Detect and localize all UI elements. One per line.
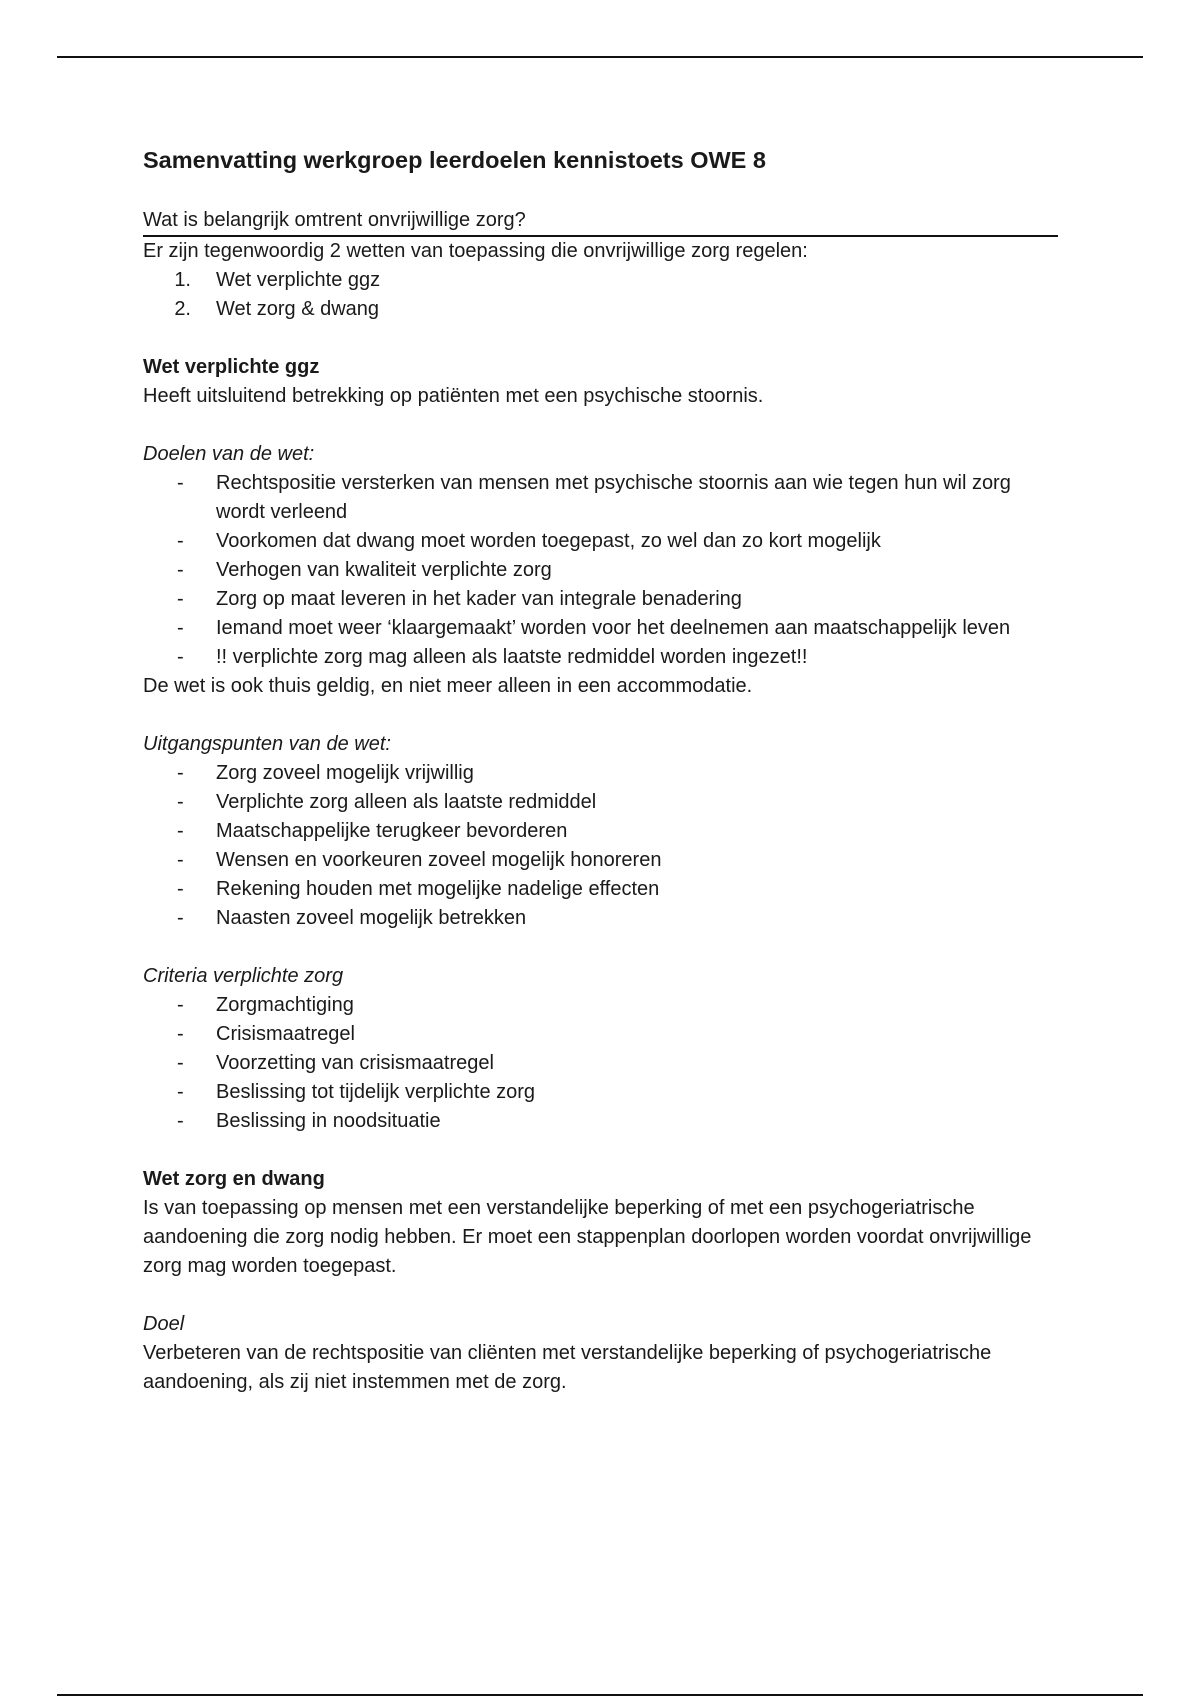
list-item-text: Zorg op maat leveren in het kader van integrale benadering [216, 588, 742, 610]
principles-heading: Uitgangspunten van de wet: [143, 733, 391, 755]
bullet: - [177, 849, 184, 871]
bullet: - [177, 791, 184, 813]
list-item-text: Crisismaatregel [216, 1023, 355, 1045]
list-item [143, 556, 1058, 585]
principles-list [143, 759, 1058, 933]
list-item [143, 295, 1058, 324]
list-item-text: Wensen en voorkeuren zoveel mogelijk honoreren [216, 849, 662, 871]
list-item-text: Beslissing in noodsituatie [216, 1110, 441, 1132]
list-item-text: Maatschappelijke terugkeer bevorderen [216, 820, 568, 842]
criteria-heading: Criteria verplichte zorg [143, 965, 344, 987]
list-item [143, 788, 1058, 817]
section-heading-wvggz: Wet verplichte ggz [143, 356, 320, 378]
intro-text: Er zijn tegenwoordig 2 wetten van toepassing die onvrijwillige zorg regelen: [143, 240, 808, 262]
bullet: - [177, 907, 184, 929]
list-item-text: Iemand moet weer ‘klaargemaakt’ worden voor het deelnemen aan maatschappelijk leven [216, 617, 1011, 639]
list-item [143, 266, 1058, 295]
list-item [143, 846, 1058, 875]
list-item [143, 1020, 1058, 1049]
bullet: - [177, 762, 184, 784]
list-item [143, 585, 1058, 614]
bullet: - [177, 820, 184, 842]
bullet: - [177, 588, 184, 610]
goal-heading: Doel [143, 1313, 185, 1335]
list-item-text: Verhogen van kwaliteit verplichte zorg [216, 559, 552, 581]
list-item [143, 643, 1058, 672]
bottom-rule [57, 1694, 1143, 1696]
bullet: - [177, 530, 184, 552]
bullet: - [177, 1110, 184, 1132]
document-title: Samenvatting werkgroep leerdoelen kennistoets OWE 8 [143, 147, 766, 173]
list-item-text: Voorzetting van crisismaatregel [216, 1052, 494, 1074]
list-item-text: !! verplichte zorg mag alleen als laatste redmiddel worden ingezet!! [216, 646, 808, 668]
list-item-text: Wet verplichte ggz [216, 269, 381, 291]
wzd-description: Is van toepassing op mensen met een verstandelijke beperking of met een psychogeriatrische aandoening die zorg nodig hebben. Er moet een stappenplan doorlopen worden voordat onvrijwillige zorg mag worden toegepast. [143, 1197, 1032, 1277]
list-number: 1. [174, 269, 191, 291]
list-item [143, 527, 1058, 556]
section-heading-wzd: Wet zorg en dwang [143, 1168, 325, 1190]
list-item-text: Beslissing tot tijdelijk verplichte zorg [216, 1081, 536, 1103]
home-note: De wet is ook thuis geldig, en niet meer alleen in een accommodatie. [143, 675, 753, 697]
list-number: 2. [174, 298, 191, 320]
bullet: - [177, 559, 184, 581]
list-item-text: Voorkomen dat dwang moet worden toegepast, zo wel dan zo kort mogelijk [216, 530, 881, 552]
list-item [143, 614, 1058, 643]
list-item [143, 1107, 1058, 1136]
list-item-text: Rekening houden met mogelijke nadelige effecten [216, 878, 660, 900]
bullet: - [177, 878, 184, 900]
list-item [143, 759, 1058, 788]
list-item [143, 875, 1058, 904]
goals-list [143, 469, 1058, 672]
bullet: - [177, 1052, 184, 1074]
bullet: - [177, 1023, 184, 1045]
list-item [143, 904, 1058, 933]
wzd-goal: Verbeteren van de rechtspositie van cliënten met verstandelijke beperking of psychogeriatrische aandoening, als zij niet instemmen met de zorg. [143, 1342, 992, 1393]
document-page [143, 143, 1058, 1397]
top-rule [57, 56, 1143, 58]
list-item-text: Rechtspositie versterken van mensen met psychische stoornis aan wie tegen hun wil zorg wordt verleend [216, 472, 1011, 523]
wvggz-description: Heeft uitsluitend betrekking op patiënten met een psychische stoornis. [143, 385, 764, 407]
bullet: - [177, 994, 184, 1016]
list-item-text: Zorgmachtiging [216, 994, 354, 1016]
list-item [143, 991, 1058, 1020]
list-item [143, 469, 1058, 527]
bullet: - [177, 1081, 184, 1103]
list-item [143, 1049, 1058, 1078]
list-item [143, 817, 1058, 846]
list-item [143, 1078, 1058, 1107]
bullet: - [177, 646, 184, 668]
criteria-list [143, 991, 1058, 1136]
list-item-text: Zorg zoveel mogelijk vrijwillig [216, 762, 474, 784]
bullet: - [177, 617, 184, 639]
goals-heading: Doelen van de wet: [143, 443, 315, 465]
bullet: - [177, 472, 184, 494]
question-heading: Wat is belangrijk omtrent onvrijwillige zorg? [143, 206, 1058, 237]
list-item-text: Naasten zoveel mogelijk betrekken [216, 907, 527, 929]
list-item-text: Verplichte zorg alleen als laatste redmiddel [216, 791, 597, 813]
laws-list [143, 266, 1058, 324]
list-item-text: Wet zorg & dwang [216, 298, 380, 320]
